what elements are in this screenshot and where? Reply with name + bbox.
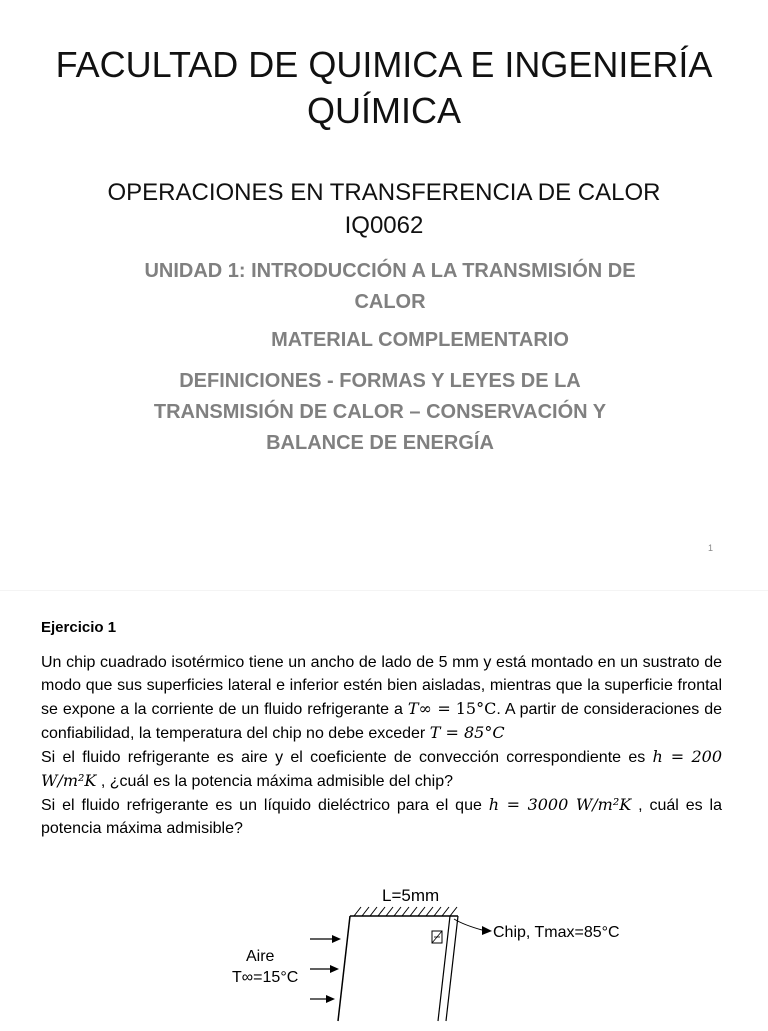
t-infinity-math: T∞ = (407, 699, 451, 718)
topics-subtitle: DEFINICIONES - FORMAS Y LEYES DE LA TRANSMISIÓN DE CALOR – CONSERVACIÓN Y BALANCE DE ENERGÍA (153, 370, 607, 454)
fluid-label: Aire (246, 948, 275, 965)
exercise-heading: Ejercicio 1 (41, 619, 117, 636)
course-name: OPERACIONES EN TRANSFERENCIA DE CALOR (107, 179, 661, 206)
exercise-paragraph-3: Si el fluido refrigerante es un líquido dieléctrico para el que h = 3000 W/m²K , cuál es la potencia máxima admisible? (41, 795, 722, 837)
length-label: L=5mm (382, 886, 440, 905)
course-heading (40, 176, 728, 242)
t-infinity-label: T∞=15°C (232, 969, 299, 986)
material-label: MATERIAL COMPLEMENTARIO (271, 329, 569, 351)
exercise-statement (41, 651, 722, 840)
insulation-hatch (354, 907, 457, 916)
chip-label: Chip, Tmax=85°C (493, 924, 620, 941)
page-number: 1 (708, 543, 714, 553)
h-air-math: h = (652, 747, 685, 766)
exercise-page (0, 590, 768, 1025)
exercise-paragraph-1: Un chip cuadrado isotérmico tiene un ancho de lado de 5 mm y está montado en un sustrato de modo que sus superficies lateral e inferior estén bien aisladas, mientras que la superficie frontal se expone a la corriente de un fluido refrigerante a T∞ = 15°C. A partir de consideraciones de confiabilidad, la temperatura del chip no debe exceder T = 85°C (41, 654, 723, 742)
h-air-value: 200 W/m²K (41, 747, 722, 790)
t-max-math: T = 85°C (429, 723, 505, 742)
flow-arrows (310, 939, 332, 999)
chip-pointer-line (454, 919, 482, 930)
t-infinity-value: 15°C (455, 699, 497, 718)
chip-diagram (220, 881, 620, 1031)
h-liquid-math: h = 3000 W/m²K (488, 795, 632, 814)
chip-pointer-arrow (482, 926, 492, 935)
chip-front-surface (338, 916, 350, 1021)
faculty-title: FACULTAD DE QUIMICA E INGENIERÍA QUÍMICA (55, 44, 713, 131)
course-code: IQ0062 (344, 212, 424, 239)
unit-title: UNIDAD 1: INTRODUCCIÓN A LA TRANSMISIÓN DE CALOR (144, 260, 636, 313)
exercise-paragraph-2: Si el fluido refrigerante es aire y el coeficiente de convección correspondiente es h = 200 W/m²K , ¿cuál es la potencia máxima admisible del chip? (41, 747, 722, 790)
